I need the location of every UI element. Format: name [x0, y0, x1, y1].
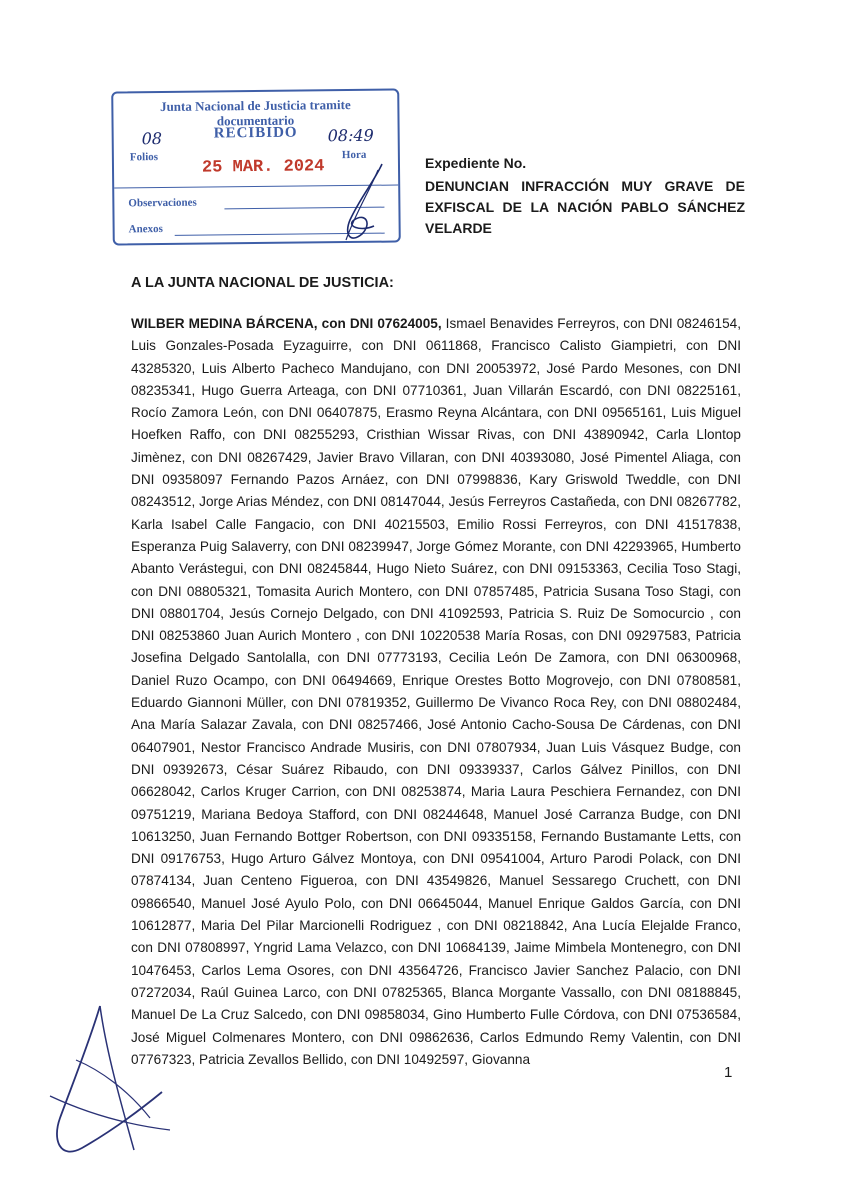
stamp-date: 25 MAR. 2024 — [201, 157, 325, 178]
stamp-annexes-label: Anexos — [128, 222, 163, 236]
stamp-hour-value: 08:49 — [327, 125, 374, 146]
stamp-department: documentario — [216, 112, 295, 129]
addressee: A LA JUNTA NACIONAL DE JUSTICIA: — [131, 275, 394, 291]
stamp-folios-label: Folios — [129, 151, 159, 164]
stamp-institution: Junta Nacional de Justicia tramite — [159, 97, 351, 115]
case-header — [425, 153, 745, 239]
stamp-observations-label: Observaciones — [128, 196, 197, 210]
complainants-list: Ismael Benavides Ferreyros, con DNI 08246154, Luis Gonzales-Posada Eyzaguirre, con DNI 0611868, Francisco Calisto Giampietri, con DNI 43285320, Luis Alberto Pacheco Mandujano, con DNI 20053972, José Pardo Mesones, con DNI 08235341, Hugo Guerra Arteaga, con DNI 07710361, Juan Villarán Escardó, con DNI 08225161, Rocío Zamora León, con DNI 06407875, Erasmo Reyna Alcántara, con DNI 09565161, Luis Miguel Hoefken Raffo, con DNI 08255293, Cristhian Wissar Rivas, con DNI 43890942, Carla Llontop Jimènez, con DNI 08267429, Javier Bravo Villaran, con DNI 40393080, José Pimentel Aliaga, con DNI 09358097 Fernando Pazos Arnáez, con DNI 07998836, Kary Griswold Tweddle, con DNI 08243512, Jorge Arias Méndez, con DNI 08147044, Jesús Ferreyros Castañeda, con DNI 08267782, Karla Isabel Calle Fangacio, con DNI 40215503, Emilio Rossi Ferreyros, con DNI 41517838, Esperanza Puig Salaverry, con DNI 08239947, Jorge Gómez Morante, con DNI 42293965, Humberto Abanto Verástegui, con DNI 08245844, Hugo Nieto Suárez, con DNI 09153363, Cecilia Toso Stagi, con DNI 08805321, Tomasita Aurich Montero, con DNI 07857485, Patricia Susana Toso Stagi, con DNI 08801704, Jesús Cornejo Delgado, con DNI 41092593, Patricia S. Ruiz De Somocurcio , con DNI 08253860 Juan Aurich Montero , con DNI 10220538 María Rosas, con DNI 09297583, Patricia Josefina Delgado Santolalla, con DNI 07773193, Cecilia León De Zamora, con DNI 06300968, Daniel Ruzo Ocampo, con DNI 06494669, Enrique Orestes Botto Mogrovejo, con DNI 07808581, Eduardo Giannoni Müller, con DNI 07819352, Guillermo De Vivanco Roca Rey, con DNI 08802484, Ana María Salazar Zavala, con DNI 08257466, José Antonio Cacho-Sousa De Cárdenas, con DNI 06407901, Nestor Francisco Andrade Musiris, con DNI 07807934, Juan Luis Vásquez Budge, con DNI 09392673, César Suárez Ribaudo, con DNI 09339337, Carlos Gálvez Pinillos, con DNI 06628042, Carlos Kruger Carrion, con DNI 08253874, Maria Laura Peschiera Fernandez, con DNI 09751219, Mariana Bedoya Stafford, con DNI 08244648, Manuel José Carranza Budge, con DNI 10613250, Juan Fernando Bottger Robertson, con DNI 09335158, Fernando Bustamante Letts, con DNI 09176753, Hugo Arturo Gálvez Montoya, con DNI 09541004, Arturo Parodi Polack, con DNI 07874134, Juan Centeno Figueroa, con DNI 43549826, Manuel Sessarego Cruchett, con DNI 09866540, Manuel José Ayulo Polo, con DNI 06645044, Manuel Enrique Galdos García, con DNI 10612877, Maria Del Pilar Marcionelli Rodriguez , con DNI 08218842, Ana Lucía Elejalde Franco, con DNI 07808997, Yngrid Lama Velazco, con DNI 10684139, Jaime Mimbela Montenegro, con DNI 10476453, Carlos Lema Osores, con DNI 43564726, Francisco Javier Sanchez Palacio, con DNI 07272034, Raúl Guinea Larco, con DNI 07825365, Blanca Morgante Vassallo, con DNI 08188845, Manuel De La Cruz Salcedo, con DNI 09858034, Gino Humberto Fulle Córdova, con DNI 07536584, José Miguel Colmenares Montero, con DNI 09862636, Carlos Edmundo Remy Valentin, con DNI 07767323, Patricia Zevallos Bellido, con DNI 10492597, Giovanna — [131, 316, 741, 1067]
stamp-folios-value: 08 — [141, 128, 163, 149]
stamp-initials-signature — [320, 160, 400, 250]
lead-complainant: WILBER MEDINA BÁRCENA, con DNI 07624005, — [131, 316, 442, 331]
margin-signature — [30, 1000, 180, 1170]
complainants-paragraph — [131, 313, 741, 1067]
page-number: 1 — [724, 1064, 733, 1081]
stamp-received: RECIBIDO — [213, 124, 298, 142]
stamp-hour-label: Hora — [341, 148, 367, 162]
case-subject: DENUNCIAN INFRACCIÓN MUY GRAVE DE EXFISCAL DE LA NACIÓN PABLO SÁNCHEZ VELARDE — [425, 178, 745, 236]
expediente-label: Expediente No. — [425, 155, 527, 171]
